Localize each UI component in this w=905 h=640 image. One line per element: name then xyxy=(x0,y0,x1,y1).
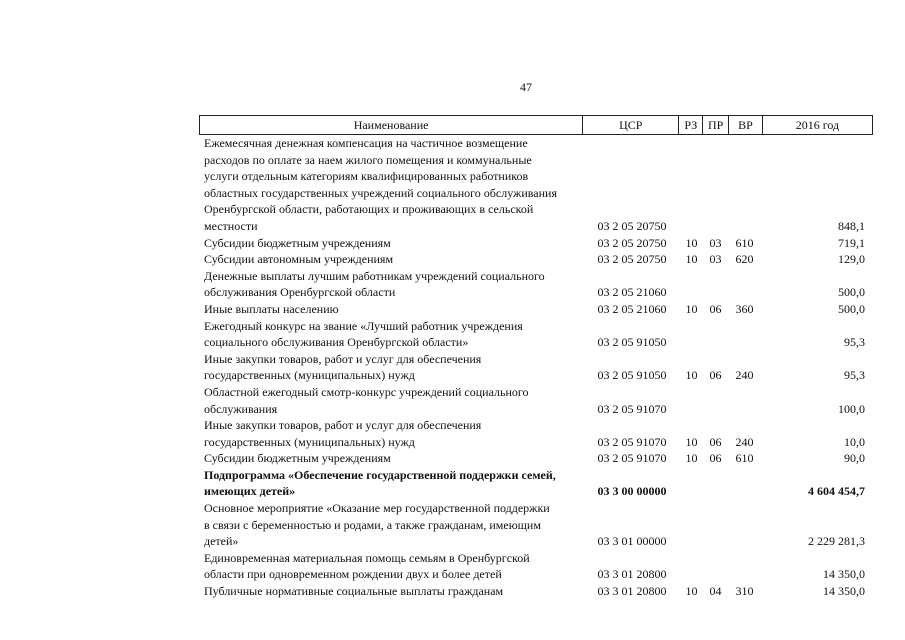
row-amount: 10,0 xyxy=(844,434,865,449)
table-row xyxy=(199,417,873,450)
row-rz: 10 xyxy=(685,368,698,383)
row-name-line: Публичные нормативные социальные выплаты гражданам xyxy=(204,584,504,599)
table-row xyxy=(199,268,873,301)
page-number: 47 xyxy=(520,80,532,94)
row-name-line: Иные закупки товаров, работ и услуг для обеспечения xyxy=(204,418,482,433)
table-row xyxy=(199,384,873,417)
row-csr: 03 2 05 20750 xyxy=(597,235,667,250)
row-name xyxy=(199,450,584,467)
row-amount: 719,1 xyxy=(838,235,865,250)
row-name-line: Единовременная материальная помощь семьям в Оренбургской xyxy=(204,550,530,565)
table-row xyxy=(199,235,873,252)
row-vr: 240 xyxy=(735,368,754,383)
table-row xyxy=(199,550,873,583)
row-amount: 129,0 xyxy=(838,252,865,267)
row-name xyxy=(199,384,584,417)
table-row xyxy=(199,500,873,550)
table-header xyxy=(199,115,873,135)
header-year: 2016 год xyxy=(795,117,840,132)
row-pr: 06 xyxy=(709,434,722,449)
row-name xyxy=(199,251,584,268)
row-name xyxy=(199,550,584,583)
row-name-line: Субсидии бюджетным учреждениям xyxy=(204,451,391,466)
table-row xyxy=(199,467,873,500)
row-name-line: областных государственных учреждений социального обслуживания xyxy=(204,185,557,200)
table-row xyxy=(199,351,873,384)
row-csr: 03 3 01 00000 xyxy=(597,534,667,549)
header-csr: ЦСР xyxy=(583,116,679,134)
row-csr: 03 2 05 91070 xyxy=(597,451,667,466)
header-pr: ПР xyxy=(703,116,729,134)
row-amount: 500,0 xyxy=(838,285,865,300)
row-csr: 03 2 05 91070 xyxy=(597,434,667,449)
row-name xyxy=(199,301,584,318)
row-name xyxy=(199,135,584,235)
row-name-line: Иные выплаты населению xyxy=(204,301,339,316)
row-amount: 95,3 xyxy=(844,335,865,350)
row-amount: 100,0 xyxy=(838,401,865,416)
row-csr: 03 3 01 20800 xyxy=(597,584,667,599)
table-row xyxy=(199,135,873,235)
row-csr: 03 2 05 20750 xyxy=(597,252,667,267)
row-name-line: социального обслуживания Оренбургской области» xyxy=(204,335,469,350)
row-amount: 4 604 454,7 xyxy=(808,484,865,499)
row-csr: 03 3 01 20800 xyxy=(597,567,667,582)
row-name-line: Оренбургской области, работающих и проживающих в сельской xyxy=(204,202,534,217)
row-rz: 10 xyxy=(685,434,698,449)
row-rz: 10 xyxy=(685,252,698,267)
row-rz: 10 xyxy=(685,235,698,250)
row-amount: 90,0 xyxy=(844,451,865,466)
row-amount: 95,3 xyxy=(844,368,865,383)
row-vr: 620 xyxy=(735,252,754,267)
row-rz: 10 xyxy=(685,584,698,599)
row-name-line: имеющих детей» xyxy=(204,484,296,499)
row-rz: 10 xyxy=(685,301,698,316)
row-csr: 03 2 05 21060 xyxy=(597,285,667,300)
table-row xyxy=(199,301,873,318)
row-name-line: обслуживания xyxy=(204,401,278,416)
row-rz: 10 xyxy=(685,451,698,466)
header-vr: ВР xyxy=(729,116,763,134)
row-pr: 06 xyxy=(709,368,722,383)
row-vr: 310 xyxy=(735,584,754,599)
row-name xyxy=(199,318,584,351)
row-name xyxy=(199,417,584,450)
row-pr: 03 xyxy=(709,235,722,250)
row-name-line: детей» xyxy=(204,534,239,549)
row-name-line: обслуживания Оренбургской области xyxy=(204,285,396,300)
row-pr: 06 xyxy=(709,451,722,466)
row-vr: 240 xyxy=(735,434,754,449)
row-name-line: местности xyxy=(204,218,258,233)
row-name-line: государственных (муниципальных) нужд xyxy=(204,434,415,449)
row-name xyxy=(199,500,584,550)
row-csr: 03 2 05 21060 xyxy=(597,301,667,316)
table-row xyxy=(199,318,873,351)
row-name-line: Субсидии бюджетным учреждениям xyxy=(204,235,391,250)
header-rz: РЗ xyxy=(679,116,703,134)
row-name-line: Ежегодный конкурс на звание «Лучший работник учреждения xyxy=(204,318,523,333)
row-amount: 14 350,0 xyxy=(823,567,865,582)
row-name xyxy=(199,467,584,500)
row-name-line: Денежные выплаты лучшим работникам учреждений социального xyxy=(204,268,545,283)
row-csr: 03 2 05 91050 xyxy=(597,368,667,383)
row-csr: 03 2 05 91050 xyxy=(597,335,667,350)
row-name xyxy=(199,235,584,252)
row-vr: 610 xyxy=(735,235,754,250)
row-vr: 360 xyxy=(735,301,754,316)
row-amount: 848,1 xyxy=(838,218,865,233)
table-body xyxy=(199,135,873,600)
row-name-line: Субсидии автономным учреждениям xyxy=(204,252,394,267)
row-name-line: государственных (муниципальных) нужд xyxy=(204,368,415,383)
row-name-line: Областной ежегодный смотр-конкурс учреждений социального xyxy=(204,384,529,399)
row-csr: 03 2 05 91070 xyxy=(597,401,667,416)
row-name-line: расходов по оплате за наем жилого помещения и коммунальные xyxy=(204,152,532,167)
row-pr: 06 xyxy=(709,301,722,316)
row-amount: 500,0 xyxy=(838,301,865,316)
row-csr: 03 3 00 00000 xyxy=(597,484,667,499)
row-amount: 14 350,0 xyxy=(823,584,865,599)
row-name-line: Подпрограмма «Обеспечение государственной поддержки семей, xyxy=(204,467,556,482)
row-name-line: в связи с беременностью и родами, а также гражданам, имеющим xyxy=(204,517,541,532)
row-name-line: области при одновременном рождении двух и более детей xyxy=(204,567,502,582)
row-vr: 610 xyxy=(735,451,754,466)
row-name xyxy=(199,351,584,384)
row-name xyxy=(199,268,584,301)
row-name-line: услуги отдельным категориям квалифицированных работников xyxy=(204,169,529,184)
row-name xyxy=(199,583,584,600)
table-row xyxy=(199,251,873,268)
row-name-line: Иные закупки товаров, работ и услуг для обеспечения xyxy=(204,351,482,366)
table-row xyxy=(199,450,873,467)
row-pr: 03 xyxy=(709,252,722,267)
row-csr: 03 2 05 20750 xyxy=(597,218,667,233)
row-name-line: Ежемесячная денежная компенсация на частичное возмещение xyxy=(204,136,528,150)
row-amount: 2 229 281,3 xyxy=(808,534,865,549)
row-pr: 04 xyxy=(709,584,722,599)
table-row xyxy=(199,583,873,600)
row-name-line: Основное мероприятие «Оказание мер государственной поддержки xyxy=(204,501,550,516)
header-name: Наименование xyxy=(200,116,583,134)
